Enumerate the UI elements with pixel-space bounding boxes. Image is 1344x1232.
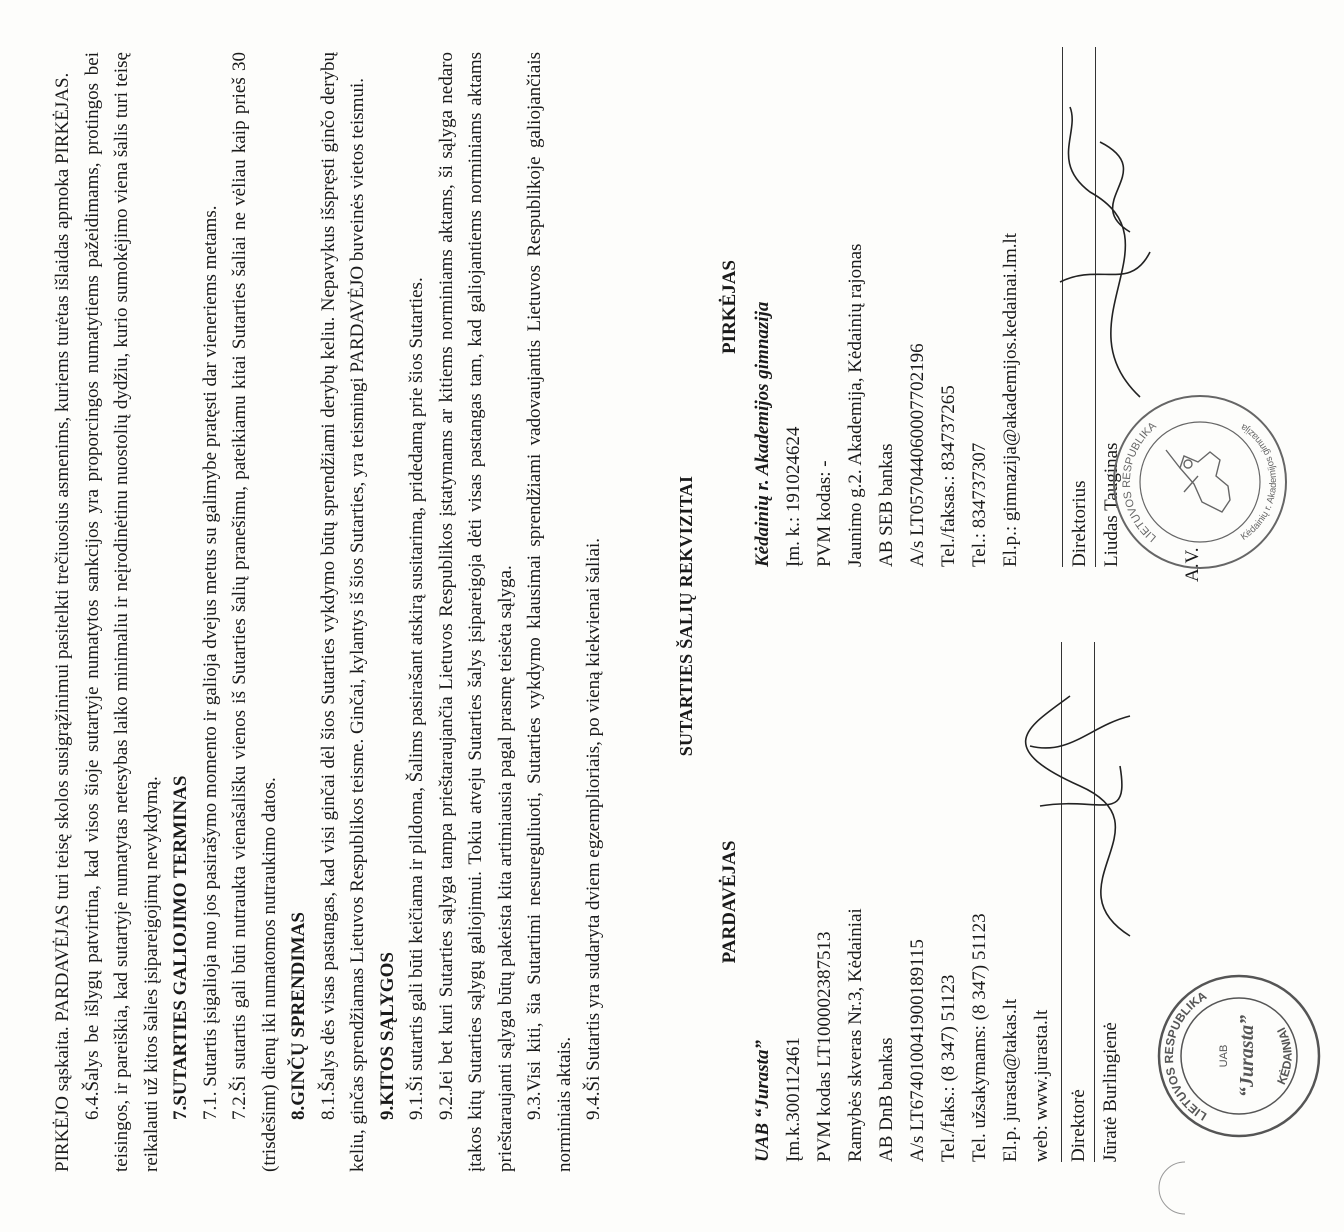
requisites-title: SUTARTIES ŠALIŲ REKVIZITAI bbox=[676, 475, 696, 757]
seller-person: Jūratė Burlingienė bbox=[1094, 642, 1126, 1162]
seller-stamp bbox=[1155, 972, 1323, 1140]
knight-emblem-icon bbox=[1166, 450, 1230, 512]
contract-body bbox=[48, 52, 609, 1172]
av-label: A.V. bbox=[1182, 547, 1203, 582]
seller-position: Direktorė bbox=[1061, 642, 1094, 1162]
seller-stamp-outer-text: LIETUVOS RESPUBLIKA bbox=[1161, 988, 1210, 1124]
seller-order-phone: Tel. užsakymams: (8 347) 51123 bbox=[969, 913, 990, 1162]
buyer-phone-fax: Tel./faksas.: 834737265 bbox=[938, 385, 959, 567]
paragraph-intro: PIRKĖJO sąskaita. PARDAVĖJAS turi teisę skolos susigrąžinimui pasitelkti trečiuosius asmenims, kuriems turėtas išlaidas apmoka PIRKĖJAS. bbox=[52, 72, 73, 1172]
seller-role: PARDAVĖJAS bbox=[719, 840, 740, 964]
seller-email: El.p. jurasta@takas.lt bbox=[1000, 998, 1021, 1162]
paragraph-9-3: 9.3.Visi kiti, šia Sutartimi nesureguliuoti, Sutarties vykdymo klausimai sprendžiami vadovaujantis Lietuvos Respublikoje galiojančiais norminiais aktais. bbox=[524, 52, 575, 1172]
seller-vat-code: PVM kodas LT100002387513 bbox=[814, 931, 835, 1162]
seller-bank: AB DnB bankas bbox=[876, 1037, 897, 1162]
buyer-stamp bbox=[1110, 392, 1290, 572]
buyer-bank: AB SEB bankas bbox=[876, 443, 897, 567]
seller-account: A/s LT674010041900189115 bbox=[907, 939, 928, 1162]
buyer-person: Liudas Tauginas bbox=[1095, 47, 1127, 567]
buyer-address: Jaunimo g.2. Akademija, Kėdainių rajonas bbox=[845, 243, 866, 567]
heading-section-7: 7.SUTARTIES GALIOJIMO TERMINAS bbox=[170, 775, 191, 1120]
seller-web: web: www.jurasta.lt bbox=[1031, 1009, 1052, 1162]
buyer-code: Įm. k.: 191024624 bbox=[783, 426, 804, 567]
seller-stamp-center-top: UAB bbox=[1218, 1044, 1230, 1068]
buyer-name: Kėdainių r. Akademijos gimnazija bbox=[752, 301, 773, 567]
buyer-position: Direktorius bbox=[1062, 47, 1095, 567]
paragraph-7-1: 7.1. Sutartis įsigalioja nuo jos pasirašymo momento ir galioja dvejus metus su galimybe pratęsti dar vieneriems metams. bbox=[199, 205, 221, 1120]
buyer-vat-code: PVM kodas: - bbox=[814, 460, 835, 567]
seller-name: UAB “Jurasta” bbox=[752, 1040, 773, 1162]
seller-address: Ramybės skveras Nr.3, Kėdainiai bbox=[845, 908, 866, 1162]
heading-section-9: 9.KITOS SĄLYGOS bbox=[376, 952, 398, 1120]
buyer-stamp-outer-text: LIETUVOS RESPUBLIKA bbox=[1120, 420, 1159, 545]
seller-code: Įm.k.300112461 bbox=[783, 1037, 804, 1162]
paragraph-8-1: 8.1.Šalys dės visas pastangas, kad visi ginčai dėl šios Sutarties vykdymo būtų sprendžiami derybų keliu. Nepavykus išspręsti ginčo derybų keliu, ginčas sprendžiamas Lietuvos Respublikos teisme. Ginčai, kylantys iš šios Sutarties, yra teismingi PARDAVĖJO buveinės vietos teismui. bbox=[317, 52, 368, 1172]
paragraph-9-4: 9.4.Ši Sutartis yra sudaryta dviem egzemplioriais, po vieną kiekvienai šaliai. bbox=[583, 538, 604, 1120]
punch-hole-mark bbox=[1150, 1154, 1220, 1224]
paragraph-9-2: 9.2.Jei bet kuri Sutarties sąlyga tampa prieštaraujančia Lietuvos Respublikos įstatymams ar kitiems norminiams aktams, ši sąlyga nedaro įtakos kitų Sutarties sąlygų galiojimui. Tokiu atveju Sutarties šalys įsipareigoja dėti visas pastangas tam, kad galiojantiems norminiams aktams prieštaraujanti sąlyga būtų pakeista kita artimiausia pagal prasmę teisėta sąlyga. bbox=[435, 52, 516, 1172]
buyer-email: El.p.: gimnazija@akademijos.kedainai.lm.lt bbox=[1000, 232, 1021, 567]
buyer-stamp-inner-ring bbox=[1140, 422, 1260, 542]
buyer-account: A/s LT057044060007702196 bbox=[907, 343, 928, 567]
paragraph-9-1: 9.1.Ši sutartis gali būti keičiama ir pildoma, Šalims pasirašant atskirą susitarimą, pridedamą prie šios Sutarties. bbox=[406, 277, 427, 1120]
buyer-stamp-bottom-text: Kėdainių r. Akademijos gimnazija bbox=[1238, 421, 1280, 543]
paragraph-6-4: 6.4.Šalys be išlygų patvirtina, kad visos šioje sutartyje numatytos sankcijos yra proporcingos numatytiems pažeidimams, protingos bei teisingos, ir pareiškia, kad sutartyje numatytas netesybas laiko minimaliu ir neįrodinėtinu nuostolių dydžiu, kurio sumokėjimo viena šalis turi teisę reikalauti už kitos šalies įsipareigojimų nevykdymą. bbox=[81, 52, 162, 1172]
seller-stamp-center: “Jurasta” bbox=[1236, 1014, 1258, 1098]
paragraph-7-2: 7.2.Ši sutartis gali būti nutraukta vienašališku vienos iš Sutarties šalių pranešimu, pateikiamu kitai Sutarties šaliai ne vėliau kaip prieš 30 (trisdešimt) dienų iki numatomos nutraukimo datos. bbox=[229, 52, 280, 1172]
buyer-phone: Tel.: 834737307 bbox=[969, 442, 990, 567]
buyer-signature bbox=[1040, 102, 1180, 402]
seller-phone-fax: Tel./faks.: (8 347) 51123 bbox=[938, 974, 959, 1162]
seller-signature bbox=[1010, 686, 1160, 946]
buyer-role: PIRKĖJAS bbox=[719, 260, 740, 354]
seller-stamp-bottom-text: KĖDAINIAI bbox=[1274, 1025, 1295, 1087]
heading-section-8: 8.GINČŲ SPRENDIMAS bbox=[288, 912, 309, 1120]
